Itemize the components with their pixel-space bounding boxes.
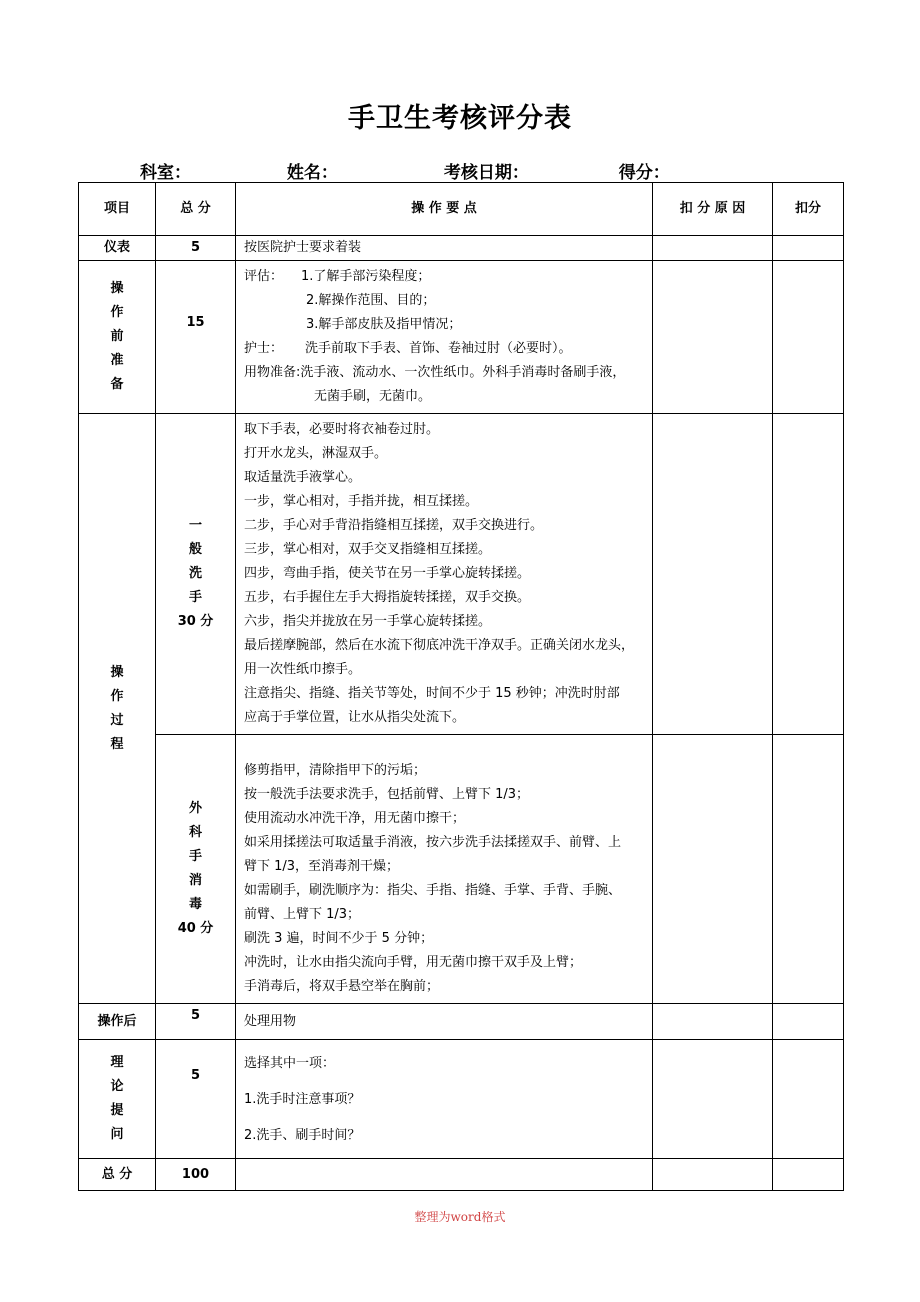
appearance-content: 按医院护士要求着装: [236, 236, 653, 261]
prep-deduct-cell[interactable]: [773, 261, 844, 414]
theory-label: [79, 1040, 156, 1159]
header-row: [79, 183, 844, 236]
theory-label-char: 提: [110, 1103, 124, 1118]
general-wash-reason-cell[interactable]: [653, 414, 773, 735]
assess-line: [244, 265, 644, 289]
process-label: [79, 414, 156, 1004]
surgical-label-char: 外: [188, 801, 202, 816]
total-reason-cell[interactable]: [653, 1159, 773, 1191]
general-step-line: 取下手表，必要时将衣袖卷过肘。: [244, 422, 440, 437]
assess-item: 3.解手部皮肤及指甲情况；: [306, 317, 462, 332]
assess-label: 评估：: [244, 269, 284, 284]
general-step-line: 取适量洗手液掌心。: [244, 470, 362, 485]
theory-content: [236, 1040, 653, 1159]
prep-label-char: 备: [110, 377, 124, 392]
process-label-char: 作: [110, 688, 124, 704]
prep-label-char: 操: [110, 281, 124, 296]
theory-row: [79, 1040, 844, 1159]
surgical-disinfection-row: [79, 735, 844, 1004]
surgical-step-line: 如需刷手，刷洗顺序为：指尖、手指、指缝、手掌、手背、手腕、: [244, 883, 622, 898]
process-label-char: 操: [110, 664, 124, 680]
after-content: 处理用物: [236, 1004, 653, 1040]
prep-score: 15: [156, 261, 236, 414]
theory-line: 1.洗手时注意事项？: [244, 1092, 361, 1107]
score-table: [78, 182, 844, 1191]
header-total: 总 分: [156, 183, 236, 236]
surgical-step-line: 冲洗时，让水由指尖流向手臂，用无菌巾擦干双手及上臂；: [244, 955, 583, 970]
assess-item: 2.解操作范围、目的；: [306, 293, 436, 308]
total-label: 总 分: [79, 1159, 156, 1191]
supplies-text-2: 无菌手刷，无菌巾。: [314, 389, 432, 404]
general-label-char: 洗: [188, 566, 202, 581]
general-step-line: 一步，掌心相对，手指并拢，相互揉搓。: [244, 494, 479, 509]
surgical-step-line: 手消毒后，将双手悬空举在胸前；: [244, 979, 440, 994]
assess-item: 1.了解手部污染程度；: [301, 269, 431, 284]
theory-label-char: 问: [110, 1127, 124, 1142]
theory-line: 选择其中一项：: [244, 1056, 336, 1071]
footer-note: 整理为word格式: [414, 1210, 506, 1224]
theory-label-char: 论: [110, 1079, 124, 1094]
surgical-label-char: 科: [188, 825, 202, 840]
prep-label: [79, 261, 156, 414]
prep-row: [79, 261, 844, 414]
header-deduct: 扣分: [773, 183, 844, 236]
after-label: 操作后: [79, 1004, 156, 1040]
supplies-label: 用物准备:: [244, 365, 301, 380]
theory-label-char: 理: [110, 1055, 124, 1070]
prep-label-char: 作: [110, 305, 124, 320]
general-step-line: 用一次性纸巾擦手。: [244, 662, 362, 677]
header-item: 项目: [79, 183, 156, 236]
general-step-line: 五步，右手握住左手大拇指旋转揉搓，双手交换。: [244, 590, 531, 605]
process-label-char: 过: [110, 712, 124, 728]
general-step-line: 四步，弯曲手指，使关节在另一手掌心旋转揉搓。: [244, 566, 531, 581]
appearance-score: 5: [156, 236, 236, 261]
prep-label-char: 准: [110, 353, 124, 368]
header-reason: 扣 分 原 因: [653, 183, 773, 236]
surgical-label-char: 消: [188, 873, 202, 888]
appearance-row: [79, 236, 844, 261]
supplies-line: [244, 361, 644, 385]
total-deduct-cell[interactable]: [773, 1159, 844, 1191]
nurse-label: 护士：: [244, 341, 284, 356]
header-info-row: [140, 158, 764, 183]
general-wash-label: [156, 414, 236, 735]
theory-deduct-cell[interactable]: [773, 1040, 844, 1159]
process-label-char: 程: [110, 736, 124, 752]
surgical-step-line: 如采用揉搓法可取适量手消液，按六步洗手法揉搓双手、前臂、上: [244, 835, 622, 850]
prep-reason-cell[interactable]: [653, 261, 773, 414]
score-label: 得分：: [618, 163, 670, 183]
supplies-text: 洗手液、流动水、一次性纸巾。外科手消毒时备刷手液，: [300, 365, 626, 380]
total-content-cell: [236, 1159, 653, 1191]
surgical-step-line: 修剪指甲，清除指甲下的污垢；: [244, 763, 427, 778]
surgical-step-line: 刷洗 3 遍，时间不少于 5 分钟；: [244, 931, 434, 946]
surgical-step-line: 臂下 1/3，至消毒剂干燥；: [244, 859, 400, 874]
department-field[interactable]: [191, 164, 255, 183]
header-points: 操 作 要 点: [236, 183, 653, 236]
surgical-step-line: 按一般洗手法要求洗手，包括前臂、上臂下 1/3；: [244, 787, 530, 802]
surgical-step-line: 使用流动水冲洗干净，用无菌巾擦干；: [244, 811, 466, 826]
theory-reason-cell[interactable]: [653, 1040, 773, 1159]
date-label: 考核日期：: [443, 163, 529, 183]
nurse-text: 洗手前取下手表、首饰、卷袖过肘（必要时）。: [305, 341, 572, 356]
after-row: [79, 1004, 844, 1040]
after-score: 5: [156, 1004, 236, 1040]
general-wash-content: [236, 414, 653, 735]
page-title: 手卫生考核评分表: [348, 103, 572, 134]
general-step-line: 注意指尖、指缝、指关节等处，时间不少于 15 秒钟；冲洗时肘部: [244, 686, 620, 701]
after-reason-cell[interactable]: [653, 1004, 773, 1040]
total-row: [79, 1159, 844, 1191]
general-wash-deduct-cell[interactable]: [773, 414, 844, 735]
appearance-deduct-cell[interactable]: [773, 236, 844, 261]
surgical-score: 40 分: [177, 921, 214, 936]
score-field[interactable]: [670, 164, 764, 183]
general-step-line: 打开水龙头，淋湿双手。: [244, 446, 388, 461]
general-step-line: 六步，指尖并拢放在另一手掌心旋转揉搓。: [244, 614, 492, 629]
theory-line: 2.洗手、刷手时间？: [244, 1128, 361, 1143]
surgical-content: [236, 735, 653, 1004]
surgical-step-line: 前臂、上臂下 1/3；: [244, 907, 361, 922]
general-wash-score: 30 分: [177, 614, 214, 629]
general-label-char: 般: [188, 542, 202, 557]
name-field[interactable]: [338, 164, 412, 183]
surgical-reason-cell[interactable]: [653, 735, 773, 1004]
appearance-label: 仪表: [79, 236, 156, 261]
total-score: 100: [156, 1159, 236, 1191]
surgical-label-char: 毒: [188, 897, 202, 912]
general-step-line: 三步，掌心相对，双手交叉指缝相互揉搓。: [244, 542, 492, 557]
general-label-char: 手: [188, 590, 202, 605]
surgical-label-char: 手: [188, 849, 202, 864]
surgical-label: [156, 735, 236, 1004]
appearance-reason-cell[interactable]: [653, 236, 773, 261]
general-step-line: 二步，手心对手背沿指缝相互揉搓，双手交换进行。: [244, 518, 544, 533]
surgical-deduct-cell[interactable]: [773, 735, 844, 1004]
prep-label-char: 前: [110, 329, 124, 344]
theory-score: 5: [156, 1040, 236, 1159]
general-wash-row: [79, 414, 844, 735]
date-field[interactable]: [529, 164, 611, 183]
nurse-line: [244, 337, 644, 361]
department-label: 科室：: [140, 163, 191, 183]
after-deduct-cell[interactable]: [773, 1004, 844, 1040]
general-label-char: 一: [188, 518, 202, 533]
name-label: 姓名：: [286, 163, 338, 183]
general-step-line: 应高于手掌位置，让水从指尖处流下。: [244, 710, 466, 725]
general-step-line: 最后搓摩腕部，然后在水流下彻底冲洗干净双手。正确关闭水龙头，: [244, 638, 635, 653]
prep-content: [236, 261, 653, 414]
